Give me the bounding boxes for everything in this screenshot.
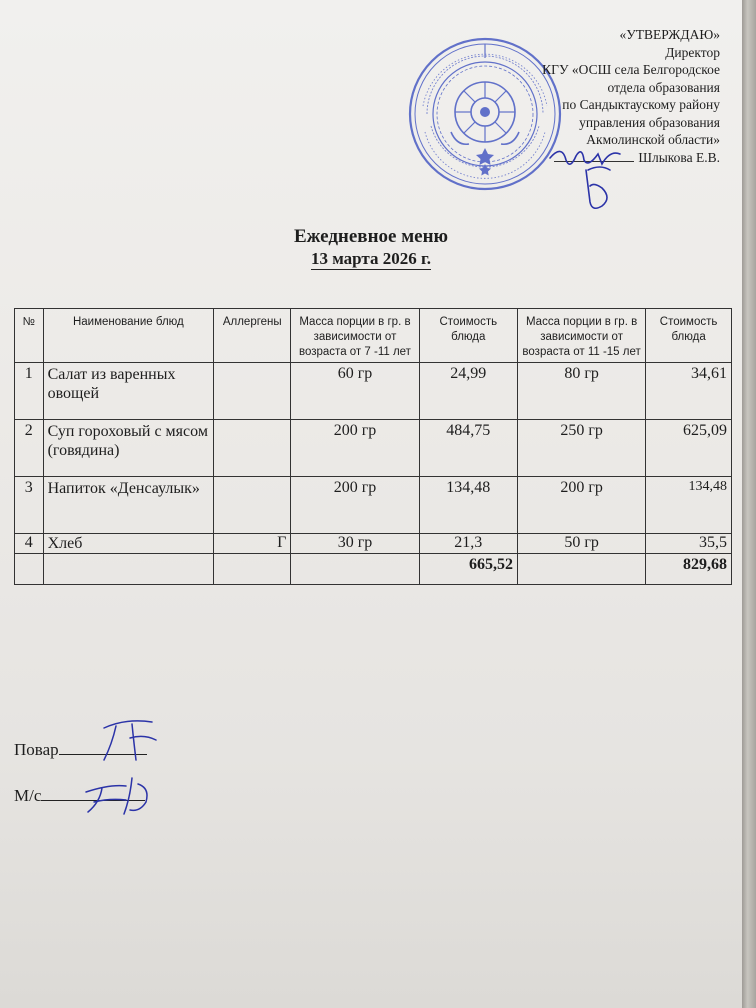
mass-7-11: 200 гр	[291, 420, 419, 477]
header-allergens: Аллергены	[214, 309, 291, 363]
mass-11-15: 250 гр	[518, 420, 646, 477]
cost-7-11: 484,75	[419, 420, 517, 477]
allergen	[214, 420, 291, 477]
total-empty	[43, 554, 214, 585]
table-row	[15, 534, 732, 554]
mass-11-15: 80 гр	[518, 363, 646, 420]
header-num: №	[15, 309, 44, 363]
cost-7-11: 21,3	[419, 534, 517, 554]
row-num: 3	[15, 477, 44, 534]
nurse-signature	[80, 772, 160, 822]
table-header-row	[15, 309, 732, 363]
header-mass-11-15: Масса порции в гр. в зависимости от возраста от 11 -15 лет	[518, 309, 646, 363]
cook-label: Повар	[14, 740, 59, 759]
row-num: 2	[15, 420, 44, 477]
header-cost-11-15: Стоимость блюда	[646, 309, 732, 363]
approval-signer: Шлыкова Е.В.	[638, 149, 720, 165]
mass-11-15: 200 гр	[518, 477, 646, 534]
allergen	[214, 363, 291, 420]
cost-7-11: 134,48	[419, 477, 517, 534]
table-row	[15, 477, 732, 534]
photo-background-edge	[742, 0, 756, 1008]
menu-date-text: 13 марта 2026 г.	[310, 249, 432, 268]
allergen: Г	[214, 534, 291, 554]
total-empty	[518, 554, 646, 585]
total-empty	[214, 554, 291, 585]
nurse-label: М/с	[14, 786, 42, 805]
dish-name: Хлеб	[43, 534, 214, 554]
approval-line: Акмолинской области»	[586, 132, 720, 147]
cost-11-15: 134,48	[646, 477, 732, 534]
total-cost-11-15: 829,68	[646, 554, 732, 585]
cook-signature	[96, 716, 166, 766]
cost-7-11: 24,99	[419, 363, 517, 420]
mass-11-15: 50 гр	[518, 534, 646, 554]
total-cost-7-11: 665,52	[419, 554, 517, 585]
allergen	[214, 477, 291, 534]
page-title: Ежедневное меню	[293, 226, 449, 247]
dish-name: Суп гороховый с мясом (говядина)	[43, 420, 214, 477]
totals-row	[15, 554, 732, 585]
approval-line: КГУ «ОСШ села Белгородское	[542, 62, 720, 77]
menu-table	[14, 308, 732, 585]
approval-line: управления образования	[579, 114, 720, 130]
dish-name: Салат из варенных овощей	[43, 363, 214, 420]
total-empty	[291, 554, 419, 585]
approval-line: отдела образования	[607, 79, 720, 95]
approval-line: Директор	[665, 44, 720, 60]
cost-11-15: 34,61	[646, 363, 732, 420]
approval-line: по Сандыктаускому району	[562, 97, 720, 112]
header-name: Наименование блюд	[43, 309, 214, 363]
row-num: 4	[15, 534, 44, 554]
approval-line: «УТВЕРЖДАЮ»	[619, 27, 720, 42]
header-cost-7-11: Стоимость блюда	[419, 309, 517, 363]
total-empty	[15, 554, 44, 585]
row-num: 1	[15, 363, 44, 420]
cost-11-15: 35,5	[646, 534, 732, 554]
table-row	[15, 420, 732, 477]
mass-7-11: 60 гр	[291, 363, 419, 420]
dish-name: Напиток «Денсаулык»	[43, 477, 214, 534]
director-signature	[540, 140, 640, 220]
mass-7-11: 30 гр	[291, 534, 419, 554]
menu-date	[0, 249, 742, 269]
table-row	[15, 363, 732, 420]
cost-11-15: 625,09	[646, 420, 732, 477]
header-mass-7-11: Масса порции в гр. в зависимости от возраста от 7 -11 лет	[291, 309, 419, 363]
mass-7-11: 200 гр	[291, 477, 419, 534]
